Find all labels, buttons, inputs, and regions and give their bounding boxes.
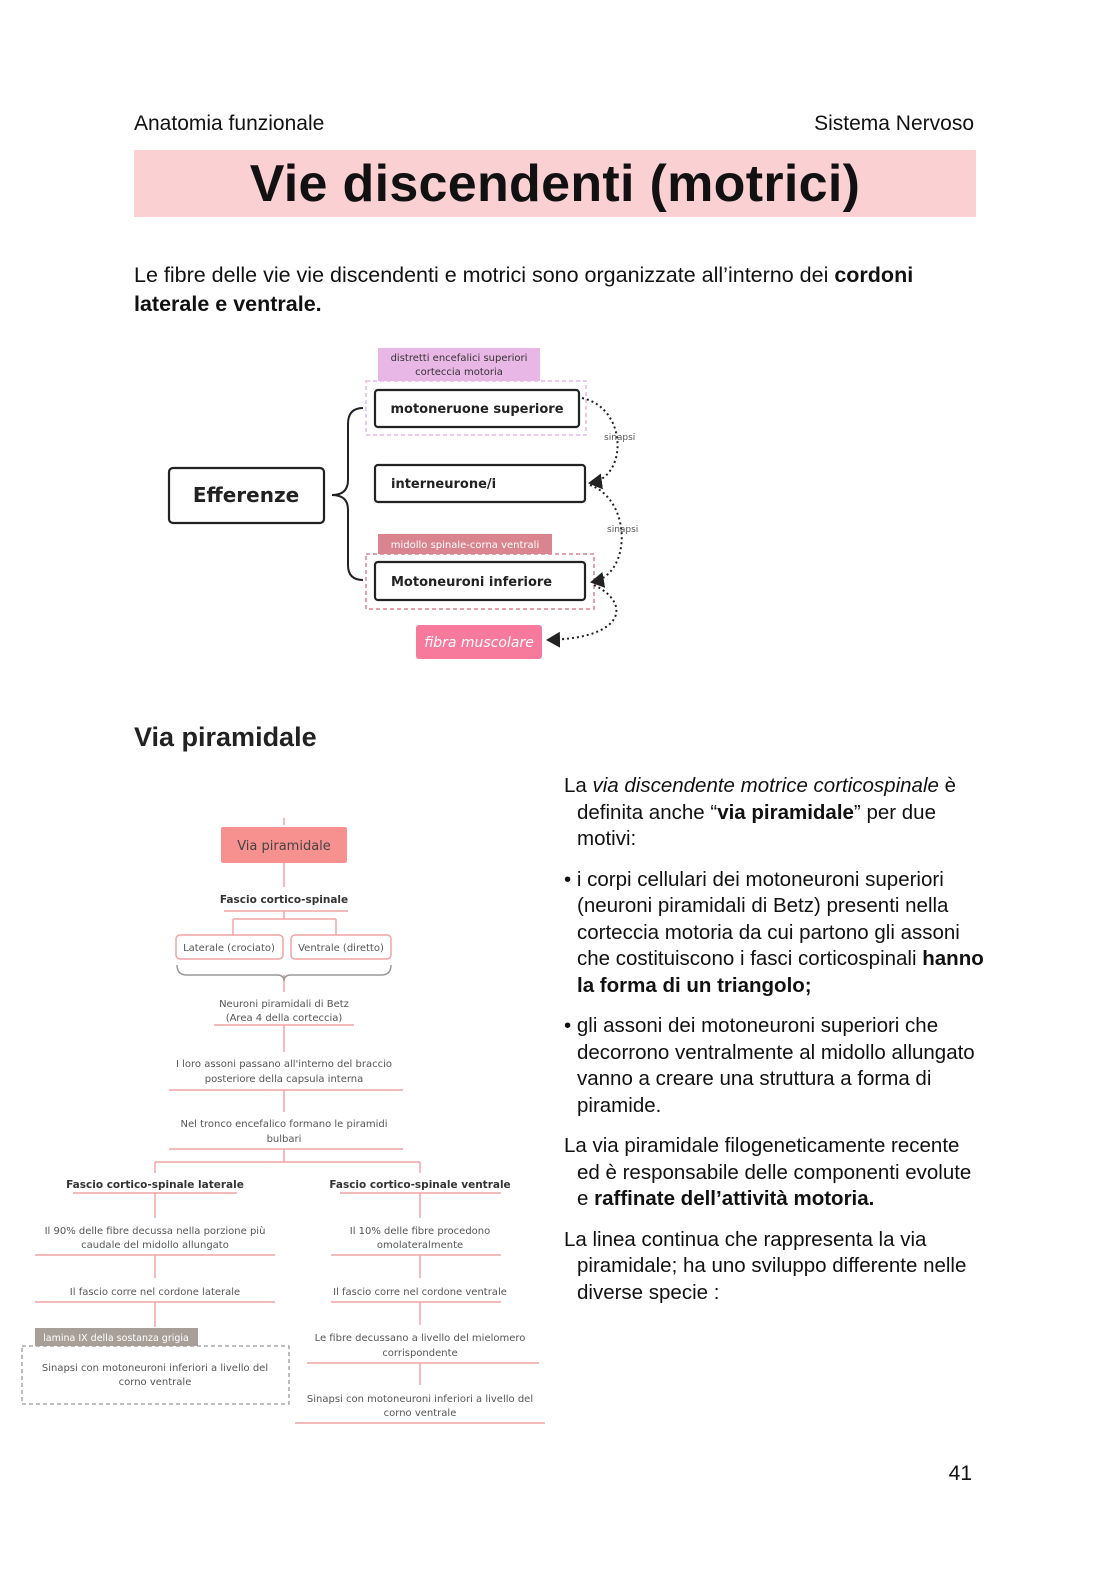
tag-corteccia-line2: corteccia motoria [415, 367, 503, 378]
assoni-line1: I loro assoni passano all'interno del braccio [176, 1059, 392, 1070]
intro-text: Le fibre delle vie vie discendenti e motrici sono organizzate all’interno dei [134, 263, 835, 287]
right-b: Il fascio corre nel cordone ventrale [333, 1287, 507, 1298]
efferenze-diagram [160, 340, 660, 670]
right-a-line2: omolateralmente [376, 1240, 464, 1251]
section-title: Via piramidale [134, 722, 317, 752]
p2-bold: hanno la forma di un triangolo; [577, 947, 984, 997]
tronco-line2: bulbari [266, 1134, 302, 1145]
fascio-label: Fascio cortico-spinale [219, 894, 349, 906]
p2-text: • i corpi cellulari dei motoneuroni superiori (neuroni piramidali di Betz) presenti nella corteccia motoria da cui partono gli assoni che costituiscono i fasci corticospinali [564, 867, 960, 970]
page-number: 41 [948, 1462, 972, 1485]
right-c-line2: corrispondente [382, 1348, 458, 1359]
link2-label: sinapsi [607, 525, 639, 535]
box2-label: interneurone/i [391, 477, 497, 492]
paragraph-1 [564, 773, 984, 853]
left-c-outline [22, 1346, 289, 1404]
tag-midollo-label: midollo spinale-corna ventrali [390, 540, 540, 551]
header-right: Sistema Nervoso [814, 112, 974, 135]
tag-corteccia-line1: distretti encefalici superiori [390, 353, 528, 364]
pyramid-top-label: Via piramidale [237, 839, 331, 854]
assoni-line2: posteriore della capsula interna [204, 1074, 364, 1085]
link1-label: sinapsi [604, 433, 636, 443]
betz-line1: Neuroni piramidali di Betz [219, 999, 349, 1010]
box3-label: Motoneuroni inferiore [391, 575, 553, 590]
lamina-label: lamina IX della sostanza grigia [43, 1333, 189, 1344]
right-c-line1: Le fibre decussano a livello del mielomero [314, 1333, 526, 1344]
efferenze-label: Efferenze [192, 483, 300, 507]
right-d-line1: Sinapsi con motoneuroni inferiori a livello del [306, 1394, 534, 1405]
left-title: Fascio cortico-spinale laterale [66, 1179, 244, 1191]
p4-bold: raffinate dell’attività motoria. [594, 1187, 875, 1210]
laterale-label: Laterale (crociato) [183, 943, 275, 954]
intro-bold: cordoni laterale e ventrale. [134, 263, 914, 316]
box4-label: fibra muscolare [424, 635, 534, 651]
p1-bold: via piramidale [717, 800, 854, 824]
header-left: Anatomia funzionale [134, 112, 325, 135]
p1-text-c: ” per due motivi: [577, 800, 936, 850]
paragraph-5: La linea continua che rappresenta la via piramidale; ha uno sviluppo differente nelle diverse specie : [564, 1227, 967, 1304]
page-title: Vie discendenti (motrici) [249, 154, 861, 213]
left-c-line2: corno ventrale [118, 1377, 192, 1388]
paragraph-4 [564, 1133, 984, 1213]
paragraph-2 [564, 867, 984, 1000]
betz-line2: (Area 4 della corteccia) [225, 1013, 343, 1024]
p4-text: La via piramidale filogeneticamente recente ed è responsabile delle componenti evolute e [564, 1134, 972, 1210]
pyramid-brace [177, 965, 391, 981]
title-band [134, 150, 976, 217]
right-title: Fascio cortico-spinale ventrale [329, 1179, 511, 1191]
p1-italic: via discendente motrice corticospinale [592, 774, 939, 797]
left-c-line1: Sinapsi con motoneuroni inferiori a livello del [41, 1363, 269, 1374]
intro-paragraph [134, 261, 979, 319]
efferenze-brace [332, 408, 363, 580]
pyramid-diagram [15, 815, 555, 1425]
p1-text-a: La [564, 774, 593, 797]
right-a-line1: Il 10% delle fibre procedono [349, 1226, 491, 1237]
left-b: Il fascio corre nel cordone laterale [69, 1287, 241, 1298]
left-a-line2: caudale del midollo allungato [81, 1240, 229, 1251]
p1-text-b: è definita anche “ [577, 774, 957, 824]
box1-label: motoneruone superiore [390, 402, 564, 417]
right-column [564, 773, 984, 1320]
paragraph-3: • gli assoni dei motoneuroni superiori che decorrono ventralmente al midollo allungato vanno a creare una struttura a forma di piramide. [564, 1014, 975, 1117]
right-d-line2: corno ventrale [383, 1408, 457, 1419]
tronco-line1: Nel tronco encefalico formano le piramidi [180, 1119, 388, 1130]
ventrale-label: Ventrale (diretto) [298, 943, 384, 954]
left-a-line1: Il 90% delle fibre decussa nella porzione più [44, 1226, 266, 1237]
